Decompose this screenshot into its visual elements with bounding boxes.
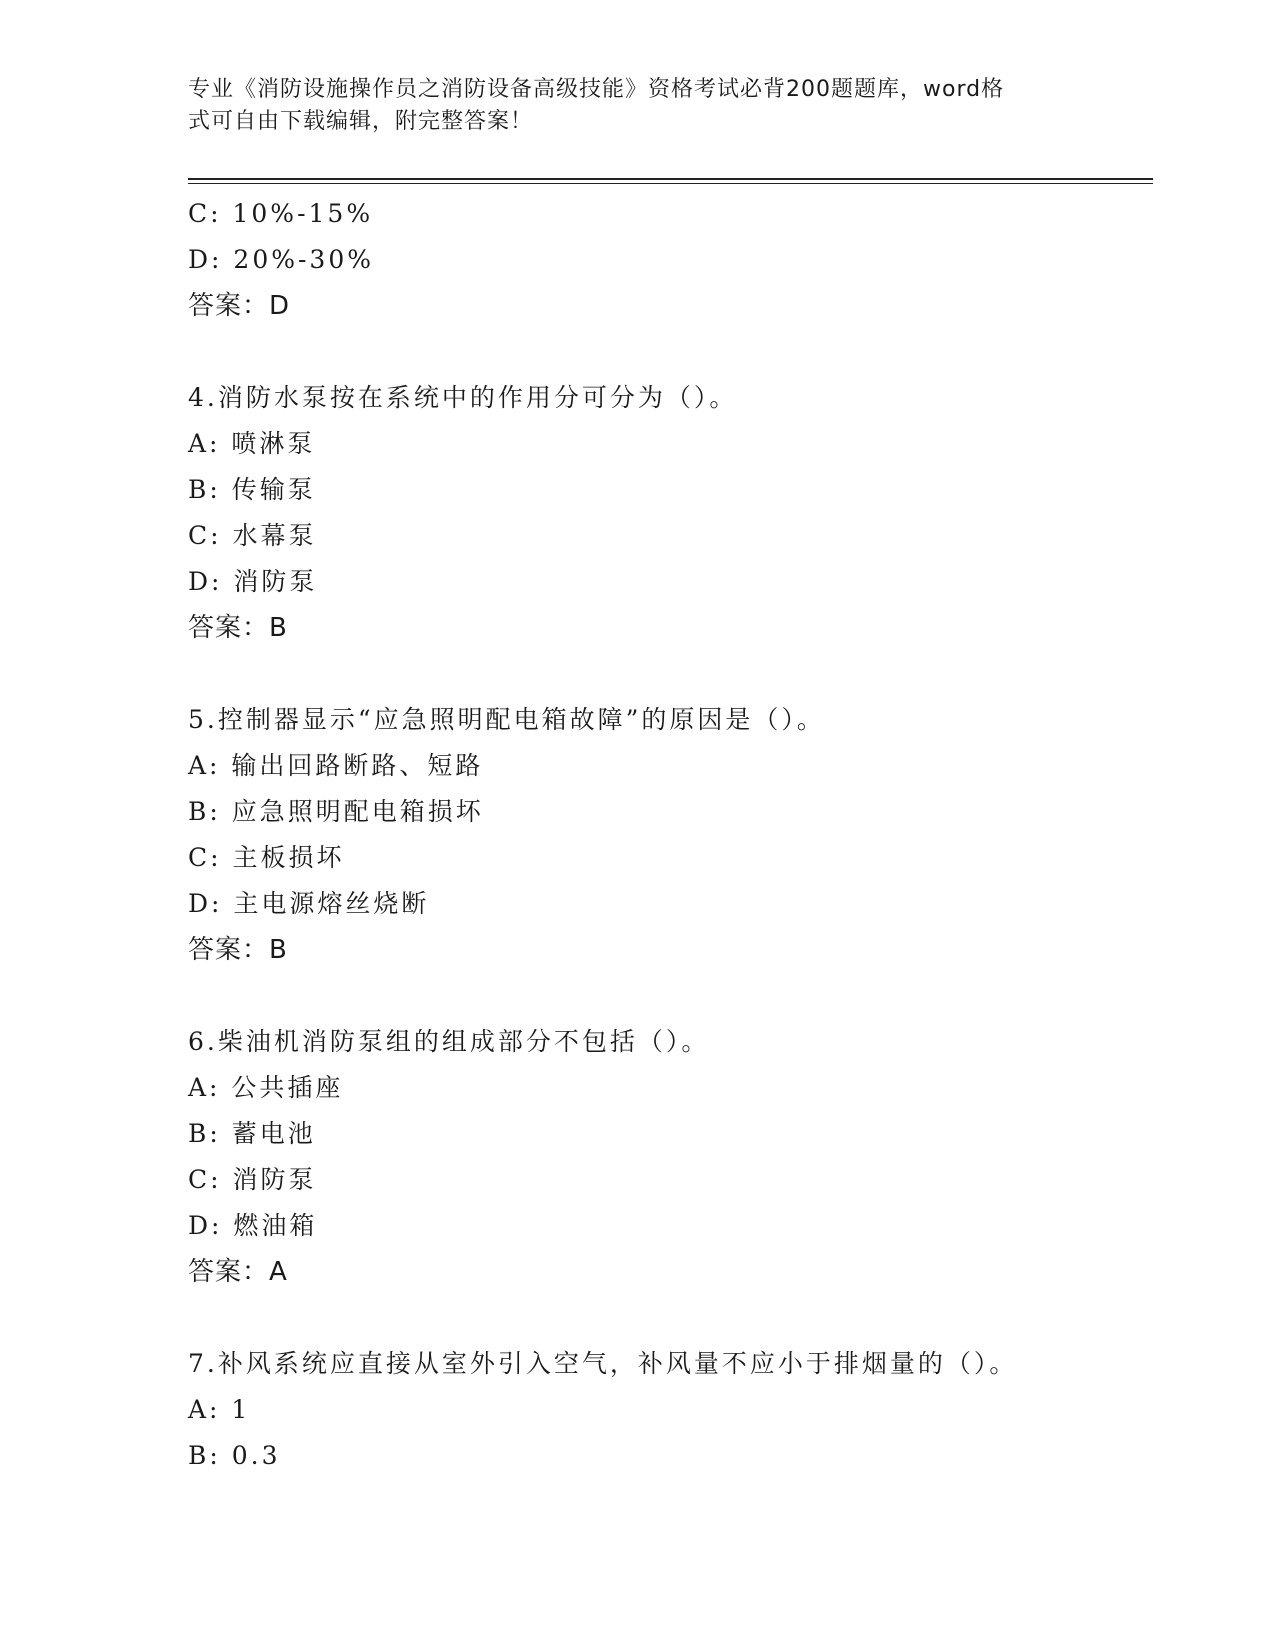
question-5 [188, 697, 1148, 973]
option-b: B: 应急照明配电箱损坏 [188, 797, 484, 826]
answer-line: 答案：B [188, 613, 288, 643]
question-stem: 4.消防水泵按在系统中的作用分可分为（）。 [188, 383, 738, 412]
spacer [188, 651, 1148, 697]
option-a: A: 公共插座 [188, 1073, 344, 1102]
answer-line: 答案：B [188, 935, 288, 965]
header-line-1: 专业《消防设施操作员之消防设备高级技能》资格考试必背200题题库，word格 [188, 77, 1005, 102]
spacer [188, 1295, 1148, 1341]
answer-line: 答案：A [188, 1257, 288, 1287]
option-c: C: 消防泵 [188, 1165, 317, 1194]
option-b: B: 传输泵 [188, 475, 316, 504]
option-c: C: 水幕泵 [188, 521, 317, 550]
option-a: A: 输出回路断路、短路 [188, 751, 484, 780]
question-stem: 6.柴油机消防泵组的组成部分不包括（）。 [188, 1027, 710, 1056]
option-b: B: 0.3 [188, 1441, 281, 1470]
option-d: D: 主电源熔丝烧断 [188, 889, 430, 918]
question-3-continued [188, 191, 1148, 329]
option-a: A: 喷淋泵 [188, 429, 316, 458]
option-d: D: 燃油箱 [188, 1211, 318, 1240]
header-line-2: 式可自由下载编辑，附完整答案！ [188, 109, 534, 134]
question-stem: 7.补风系统应直接从室外引入空气，补风量不应小于排烟量的（）。 [188, 1349, 1018, 1378]
option-b: B: 蓄电池 [188, 1119, 316, 1148]
option-c: C: 10%-15% [188, 199, 374, 228]
header-divider-thick [188, 178, 1153, 180]
answer-line: 答案：D [188, 291, 291, 321]
question-list [188, 191, 1148, 1479]
question-4 [188, 375, 1148, 651]
option-a: A: 1 [188, 1395, 251, 1424]
question-7 [188, 1341, 1148, 1479]
header-divider-thin [188, 183, 1153, 184]
question-6 [188, 1019, 1148, 1295]
option-d: D: 消防泵 [188, 567, 318, 596]
spacer [188, 973, 1148, 1019]
question-stem: 5.控制器显示“应急照明配电箱故障”的原因是（）。 [188, 705, 825, 734]
option-c: C: 主板损坏 [188, 843, 345, 872]
spacer [188, 329, 1148, 375]
document-header [188, 74, 1068, 138]
option-d: D: 20%-30% [188, 245, 374, 274]
